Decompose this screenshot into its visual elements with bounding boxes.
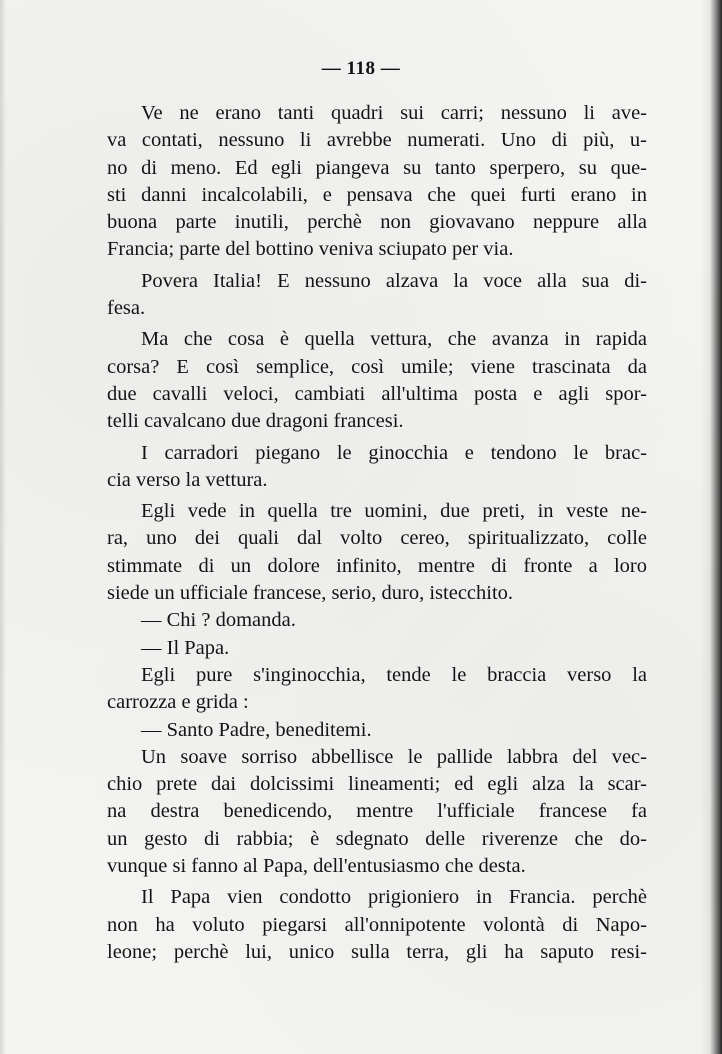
text-line: carrozza e grida : bbox=[107, 691, 249, 714]
text-line: sti danni incalcolabili, e pensava che quei furti erano in bbox=[107, 183, 647, 206]
dialogue-line: — Chi ? domanda. bbox=[141, 609, 296, 632]
text-line: Ma che cosa è quella vettura, che avanza in rapida bbox=[141, 328, 647, 351]
text-line: non ha voluto piegarsi all'onnipotente volontà di Napo- bbox=[107, 913, 647, 936]
text-line: telli cavalcano due dragoni francesi. bbox=[107, 410, 404, 433]
text-line: leone; perchè lui, unico sulla terra, gli ha saputo resi- bbox=[107, 940, 647, 963]
text-line: na destra benedicendo, mentre l'ufficiale francese fa bbox=[107, 800, 647, 823]
text-line: Francia; parte del bottino veniva sciupato per via. bbox=[107, 238, 514, 261]
text-line: buona parte inutili, perchè non giovavano neppure alla bbox=[107, 211, 647, 234]
text-line: I carradori piegano le ginocchia e tendono le brac- bbox=[141, 441, 647, 464]
text-line: no di meno. Ed egli piangeva su tanto sperpero, su que- bbox=[107, 156, 647, 179]
text-line: ra, uno dei quali dal volto cereo, spiritualizzato, colle bbox=[107, 527, 647, 550]
page-left-shadow bbox=[0, 0, 6, 1054]
page-binding-shadow bbox=[700, 0, 722, 1054]
text-line: Il Papa vien condotto prigioniero in Francia. perchè bbox=[141, 886, 647, 909]
text-line: Povera Italia! E nessuno alzava la voce alla sua di- bbox=[141, 269, 647, 292]
text-line: due cavalli veloci, cambiati all'ultima posta e agli spor- bbox=[107, 382, 647, 405]
text-line: siede un ufficiale francese, serio, duro, istecchito. bbox=[107, 582, 514, 605]
text-line: Egli vede in quella tre uomini, due preti, in veste ne- bbox=[141, 500, 647, 523]
text-line: Ve ne erano tanti quadri sui carri; nessuno li ave- bbox=[141, 102, 647, 124]
text-line: cia verso la vettura. bbox=[107, 468, 268, 491]
page-number: — 118 — bbox=[321, 58, 401, 79]
body-text bbox=[107, 100, 647, 966]
text-line: corsa? E così semplice, così umile; viene trascinata da bbox=[107, 355, 647, 378]
dialogue-line: — Il Papa. bbox=[141, 636, 230, 659]
text-line: Un soave sorriso abbellisce le pallide labbra del vec- bbox=[141, 745, 647, 768]
text-line: Egli pure s'inginocchia, tende le braccia verso la bbox=[141, 663, 647, 686]
text-line: un gesto di rabbia; è sdegnato delle riverenze che do- bbox=[107, 827, 647, 850]
text-line: fesa. bbox=[107, 297, 146, 320]
dialogue-line: — Santo Padre, beneditemi. bbox=[141, 718, 372, 741]
text-line: stimmate di un dolore infinito, mentre di fronte a loro bbox=[107, 554, 647, 577]
text-line: chio prete dai dolcissimi lineamenti; ed egli alza la scar- bbox=[107, 773, 647, 796]
text-line: vunque si fanno al Papa, dell'entusiasmo che desta. bbox=[107, 855, 526, 878]
text-line: va contati, nessuno li avrebbe numerati. Uno di più, u- bbox=[107, 129, 647, 152]
